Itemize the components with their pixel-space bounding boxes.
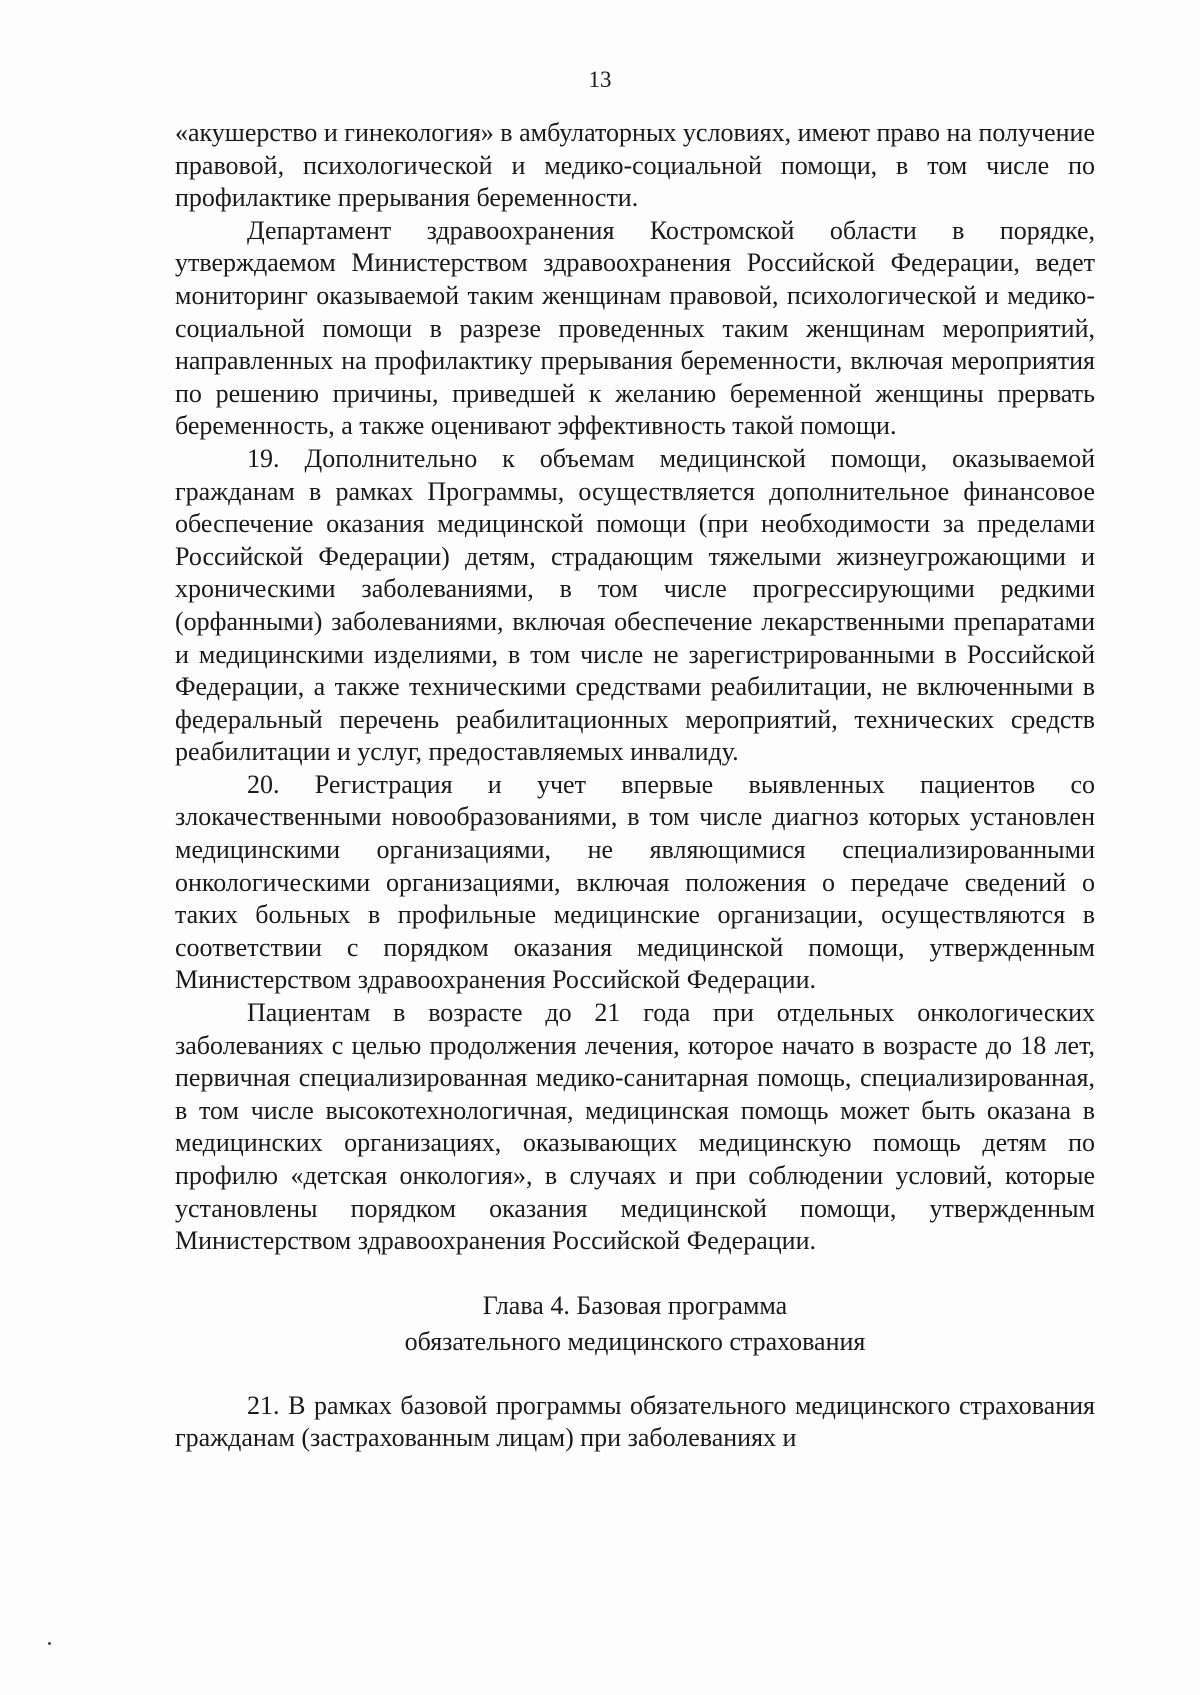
page-number: 13 <box>588 67 612 92</box>
paragraph-21: 21. В рамках базовой программы обязательного медицинского страхования гражданам (застрахованным лицам) при заболеваниях и <box>175 1390 1095 1453</box>
paragraph-20: 20. Регистрация и учет впервые выявленных пациентов со злокачественными новообразованиями, в том числе диагноз которых установлен медицинскими организациями, не являющимися специализированными онкологическими организациями, включая положения о передаче сведений о таких больных в профильные медицинские организации, осуществляются в соответствии с порядком оказания медицинской помощи, утвержденным Министерством здравоохранения Российской Федерации. <box>175 769 1095 995</box>
paragraph-continuation: «акушерство и гинекология» в амбулаторных условиях, имеют право на получение правовой, психологической и медико-социальной помощи, в том числе по профилактике прерывания беременности. <box>175 118 1095 213</box>
paragraph-patients-under-21: Пациентам в возрасте до 21 года при отдельных онкологических заболеваниях с целью продолжения лечения, которое начато в возрасте до 18 лет, первичная специализированная медико-санитарная помощь, специализированная, в том числе высокотехнологичная, медицинская помощь может быть оказана в медицинских организациях, оказывающих медицинскую помощь детям по профилю «детская онкология», в случаях и при соблюдении условий, которые установлены порядком оказания медицинской помощи, утвержденным Министерством здравоохранения Российской Федерации. <box>175 998 1095 1256</box>
paragraph-department-monitoring: Департамент здравоохранения Костромской области в порядке, утверждаемом Министерством здравоохранения Российской Федерации, ведет мониторинг оказываемой таким женщинам правовой, психологической и медико-социальной помощи в разрезе проведенных таким женщинам мероприятий, направленных на профилактику прерывания беременности, включая мероприятия по решению причины, приведшей к желанию беременной женщины прервать беременность, а также оценивают эффективность такой помощи. <box>175 215 1095 441</box>
chapter-heading-line-2: обязательного медицинского страхования <box>404 1326 866 1356</box>
chapter-heading-line-1: Глава 4. Базовая программа <box>482 1290 788 1320</box>
document-body <box>175 117 1095 1455</box>
paragraph-19: 19. Дополнительно к объемам медицинской помощи, оказываемой гражданам в рамках Программы, осуществляется дополнительное финансовое обеспечение оказания медицинской помощи (при необходимости за пределами Российской Федерации) детям, страдающим тяжелыми жизнеугрожающими и хроническими заболеваниями, в том числе прогрессирующими редкими (орфанными) заболеваниями, включая обеспечение лекарственными препаратами и медицинскими изделиями, в том числе не зарегистрированными в Российской Федерации, а также техническими средствами реабилитации, не включенными в федеральный перечень реабилитационных мероприятий, технических средств реабилитации и услуг, предоставляемых инвалиду. <box>175 443 1095 767</box>
chapter-heading <box>175 1288 1095 1360</box>
scan-speck <box>48 1642 51 1645</box>
